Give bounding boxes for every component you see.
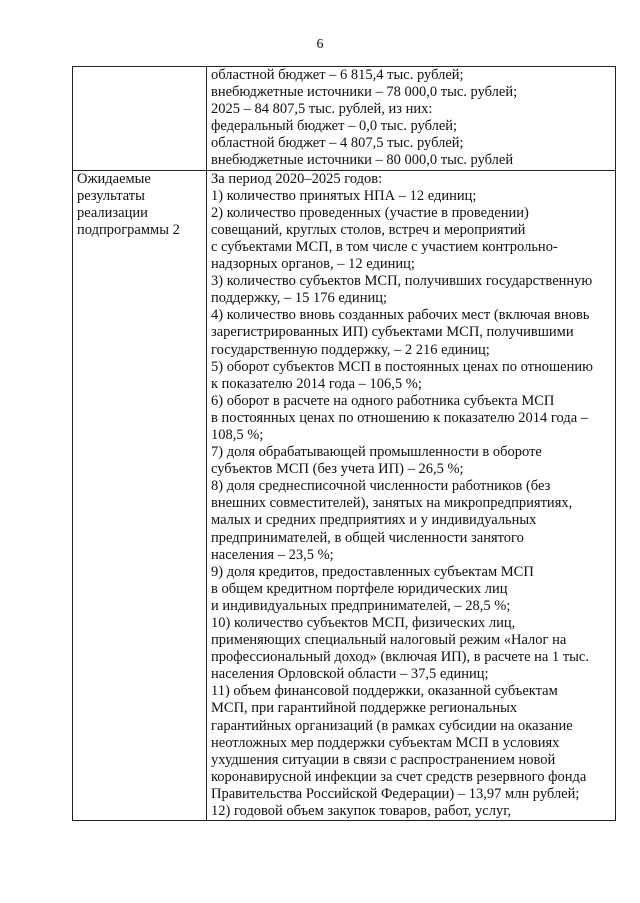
text-line: поддержку, – 15 176 единиц;	[211, 290, 388, 307]
row1-label-cell	[73, 67, 207, 171]
text-line: с субъектами МСП, в том числе с участием контрольно-	[211, 238, 558, 255]
text-line: совещаний, круглых столов, встреч и мероприятий	[211, 221, 526, 238]
table-row-expected-results	[73, 170, 616, 821]
row2-label-cell	[73, 170, 207, 821]
text-line: 2) количество проведенных (участие в проведении)	[211, 204, 529, 221]
table-row-financing	[73, 67, 616, 171]
text-line: и индивидуальных предпринимателей, – 28,5 %;	[211, 597, 511, 614]
text-line: надзорных органов, – 12 единиц;	[211, 256, 415, 273]
text-line: федеральный бюджет – 0,0 тыс. рублей;	[211, 118, 458, 135]
text-line: областной бюджет – 6 815,4 тыс. рублей;	[211, 67, 464, 83]
text-line: подпрограммы 2	[77, 221, 180, 238]
text-line: гарантийных организаций (в рамках субсидии на оказание	[211, 717, 573, 734]
text-line: к показателю 2014 года – 106,5 %;	[211, 375, 422, 392]
text-line: неотложных мер поддержки субъектам МСП в условиях	[211, 734, 560, 751]
row1-value	[211, 67, 611, 170]
text-line: внебюджетные источники – 78 000,0 тыс. рублей;	[211, 84, 518, 101]
text-line: МСП, при гарантийной поддержке региональных	[211, 700, 518, 717]
text-line: 2025 – 84 807,5 тыс. рублей, из них:	[211, 101, 433, 118]
text-line: предпринимателей, в общей численности занятого	[211, 529, 524, 546]
text-line: населения – 23,5 %;	[211, 546, 334, 563]
text-line: профессиональный доход» (включая ИП), в расчете на 1 тыс.	[211, 649, 589, 666]
text-line: Ожидаемые	[77, 170, 151, 187]
text-line: 6) оборот в расчете на одного работника субъекта МСП	[211, 392, 555, 409]
text-line: 10) количество субъектов МСП, физических лиц,	[211, 615, 516, 631]
text-line: зарегистрированных ИП) субъектами МСП, получившими	[211, 324, 574, 341]
text-line: За период 2020–2025 годов:	[211, 170, 383, 187]
row2-label	[77, 171, 202, 239]
text-line: 8) доля среднесписочной численности работников (без	[211, 478, 551, 495]
text-line: областной бюджет – 4 807,5 тыс. рублей;	[211, 135, 464, 152]
text-line: ухудшения ситуации в связи с распространением новой	[211, 751, 556, 768]
text-line: малых и средних предприятиях и у индивидуальных	[211, 512, 537, 529]
text-line: государственную поддержку, – 2 216 единиц;	[211, 341, 490, 358]
text-line: субъектов МСП (без учета ИП) – 26,5 %;	[211, 461, 464, 478]
row2-value-cell	[207, 170, 616, 821]
text-line: 12) годовой объем закупок товаров, работ, услуг,	[211, 803, 512, 820]
text-line: внебюджетные источники – 80 000,0 тыс. рублей	[211, 152, 514, 169]
passport-table	[72, 66, 616, 821]
text-line: 5) оборот субъектов МСП в постоянных ценах по отношению	[211, 358, 593, 375]
page-number: 6	[316, 37, 324, 52]
text-line: 1) количество принятых НПА – 12 единиц;	[211, 187, 477, 204]
text-line: внешних совместителей), занятых на микропредприятиях,	[211, 495, 573, 512]
row2-value	[211, 171, 611, 821]
row1-value-cell	[207, 67, 616, 171]
text-line: в общем кредитном портфеле юридических лиц	[211, 580, 508, 597]
text-line: 108,5 %;	[211, 426, 264, 443]
text-line: Правительства Российской Федерации) – 13,97 млн рублей;	[211, 785, 580, 802]
text-line: результаты	[77, 187, 145, 204]
text-line: 9) доля кредитов, предоставленных субъектам МСП	[211, 563, 534, 580]
text-line: населения Орловской области – 37,5 единиц;	[211, 666, 489, 683]
text-line: 7) доля обрабатывающей промышленности в обороте	[211, 444, 542, 461]
text-line: реализации	[77, 204, 148, 221]
text-line: 4) количество вновь созданных рабочих мест (включая вновь	[211, 307, 590, 324]
text-line: 3) количество субъектов МСП, получивших государственную	[211, 273, 593, 290]
text-line: в постоянных ценах по отношению к показателю 2014 года –	[211, 409, 589, 426]
text-line: 11) объем финансовой поддержки, оказанной субъектам	[211, 683, 558, 700]
text-line: коронавирусной инфекции за счет средств резервного фонда	[211, 768, 587, 785]
text-line: применяющих специальный налоговый режим «Налог на	[211, 632, 567, 649]
